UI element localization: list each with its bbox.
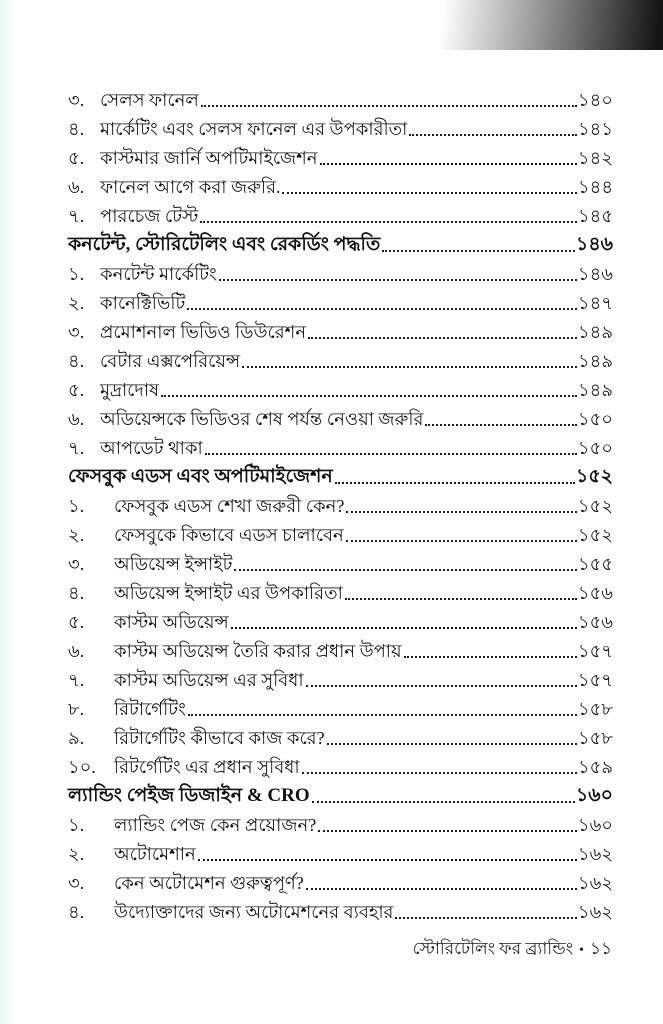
toc-entry-number: ১. xyxy=(68,264,85,284)
toc-entry-number: ৪. xyxy=(68,583,85,603)
toc-list xyxy=(68,84,613,925)
toc-entry-title: কাস্টম অডিয়েন্স এর সুবিধা xyxy=(114,670,304,690)
toc-page-number: ১৫৫ xyxy=(577,554,613,574)
toc-entry-title: অটোমেশান xyxy=(114,844,196,864)
toc-entry-title: মুদ্রাদোষ xyxy=(100,380,160,400)
toc-page-number: ১৫৮ xyxy=(577,699,613,719)
toc-entry xyxy=(68,635,613,664)
toc-entry-number: ৫. xyxy=(68,380,85,400)
toc-entry xyxy=(68,374,613,403)
toc-entry-number: ৫. xyxy=(68,612,85,632)
toc-entry-number: ৬. xyxy=(68,177,85,197)
dotted-leader xyxy=(242,366,577,368)
page-footer xyxy=(413,936,612,964)
toc-entry xyxy=(68,200,613,229)
toc-entry xyxy=(68,113,613,142)
toc-entry-number: ১. xyxy=(68,815,85,835)
toc-page-number: ১৫২ xyxy=(575,466,613,487)
toc-entry xyxy=(68,258,613,287)
toc-entry-title: কেন অটোমেশন গুরুত্বপূর্ণ? xyxy=(114,873,304,893)
toc-entry-number: ২. xyxy=(68,525,85,545)
dotted-leader xyxy=(161,395,577,397)
footer-page-number: ১১ xyxy=(589,939,612,958)
dotted-leader xyxy=(198,859,577,861)
toc-entry xyxy=(68,287,613,316)
toc-entry-title: কনটেন্ট মার্কেটিং xyxy=(100,264,217,284)
dotted-leader xyxy=(302,772,577,774)
dotted-leader xyxy=(327,743,577,745)
dotted-leader xyxy=(335,482,575,484)
toc-entry-title: অডিয়েন্স ইন্সাইট এর উপকারিতা xyxy=(114,583,343,603)
dotted-leader xyxy=(219,279,577,281)
toc-entry xyxy=(68,142,613,171)
dotted-leader xyxy=(320,163,577,165)
toc-page-number: ১৪২ xyxy=(577,148,613,168)
toc-entry xyxy=(68,722,613,751)
dotted-leader xyxy=(306,888,577,890)
toc-section-header xyxy=(68,229,613,258)
toc-page-number: ১৪৬ xyxy=(577,264,613,284)
toc-page-number: ১৫২ xyxy=(577,525,613,545)
toc-entry-title: কাস্টম অডিয়েন্স তৈরি করার প্রধান উপায় xyxy=(114,641,402,661)
toc-entry-number: ৬. xyxy=(68,641,85,661)
toc-page-number: ১৪৪ xyxy=(577,177,613,197)
toc-page-number: ১৬০ xyxy=(577,815,613,835)
dotted-leader xyxy=(201,105,577,107)
dotted-leader xyxy=(200,221,577,223)
toc-page-number: ১৫৬ xyxy=(577,583,613,603)
toc-page-number: ১৪৬ xyxy=(575,234,613,255)
toc-entry xyxy=(68,838,613,867)
toc-entry xyxy=(68,490,613,519)
toc-entry-title: ফানেল আগে করা জরুরি. xyxy=(100,177,281,197)
dotted-leader xyxy=(346,511,577,513)
toc-entry-title: ফেসবুকে কিভাবে এডস চালাবেন xyxy=(114,525,344,545)
toc-entry-number: ২. xyxy=(68,293,85,313)
toc-page-number: ১৫৬ xyxy=(577,612,613,632)
toc-page-number: ১৬২ xyxy=(577,844,613,864)
toc-entry-title: ফেসবুক এডস শেখা জরুরী কেন? xyxy=(114,496,345,516)
dotted-leader xyxy=(395,917,576,919)
toc-section-title: ফেসবুক এডস এবং অপটিমাইজেশন xyxy=(68,466,333,487)
toc-entry-title: অডিয়েন্সকে ভিডিওর শেষ পর্যন্ত নেওয়া জরুরি xyxy=(100,409,424,429)
toc-entry-title: রিটার্গেটিং xyxy=(114,699,186,719)
dotted-leader xyxy=(187,308,577,310)
toc-page-number: ১৪১ xyxy=(577,119,613,139)
toc-page-number: ১৫৮ xyxy=(577,728,613,748)
toc-page-number: ১৬২ xyxy=(577,873,613,893)
bullet-separator-icon: • xyxy=(579,943,584,958)
dotted-leader xyxy=(282,192,576,194)
toc-entry xyxy=(68,664,613,693)
toc-entry-title: আপডেট থাকা xyxy=(100,438,203,458)
toc-entry-title: মার্কেটিং এবং সেলস ফানেল এর উপকারীতা xyxy=(100,119,408,139)
dotted-leader xyxy=(188,714,577,716)
toc-entry xyxy=(68,345,613,374)
toc-entry xyxy=(68,577,613,606)
dotted-leader xyxy=(346,540,577,542)
toc-entry-number: ৫. xyxy=(68,148,85,168)
toc-section xyxy=(68,229,613,461)
toc-page-number: ১৪৯ xyxy=(577,322,613,342)
toc-page-number: ১৫০ xyxy=(577,438,613,458)
toc-entry-title: সেলস ফানেল xyxy=(100,90,199,110)
toc-entry-number: ৩. xyxy=(68,554,85,574)
dotted-leader xyxy=(306,685,577,687)
toc-page-number: ১৫২ xyxy=(577,496,613,516)
toc-entry xyxy=(68,896,613,925)
dotted-leader xyxy=(425,424,577,426)
dotted-leader xyxy=(382,250,575,252)
toc-page-number: ১৪৯ xyxy=(577,351,613,371)
toc-entry xyxy=(68,84,613,113)
toc-entry xyxy=(68,171,613,200)
toc-entry-title: রিটার্গেটিং কীভাবে কাজ করে? xyxy=(114,728,325,748)
dotted-leader xyxy=(318,830,577,832)
toc-page-number: ১৪৯ xyxy=(577,380,613,400)
dotted-leader xyxy=(205,453,577,455)
toc-entry-number: ১. xyxy=(68,496,85,516)
toc-section-title: কনটেন্ট, স্টোরিটেলিং এবং রেকর্ডিং পদ্ধতি xyxy=(68,234,381,255)
toc-page-number: ১৫৭ xyxy=(577,670,613,690)
toc-entry-number: ১০. xyxy=(68,757,96,777)
toc-entry xyxy=(68,809,613,838)
toc-entry xyxy=(68,519,613,548)
dotted-leader xyxy=(345,598,577,600)
toc-section xyxy=(68,84,613,229)
toc-entry xyxy=(68,432,613,461)
toc-entry-number: ২. xyxy=(68,844,85,864)
toc-page-number: ১৬০ xyxy=(575,785,613,806)
toc-entry-number: ৩. xyxy=(68,322,85,342)
toc-entry-number: ৪. xyxy=(68,119,85,139)
toc-entry xyxy=(68,548,613,577)
toc-page-number: ১৫৯ xyxy=(577,757,613,777)
dotted-leader xyxy=(234,569,577,571)
toc-entry-number: ৭. xyxy=(68,438,85,458)
toc-entry-title: কানেক্টিভিটি xyxy=(100,293,186,313)
toc-section xyxy=(68,780,613,925)
toc-entry xyxy=(68,403,613,432)
toc-entry-number: ৪. xyxy=(68,351,85,371)
toc-entry-number: ৯. xyxy=(68,728,85,748)
toc-page-number: ১৫০ xyxy=(577,409,613,429)
dotted-leader xyxy=(231,627,577,629)
toc-entry-number: ৭. xyxy=(68,206,85,226)
toc-section-header xyxy=(68,780,613,809)
toc-entry-number: ৩. xyxy=(68,90,85,110)
toc-entry-title: রিটর্গেটিং এর প্রধান সুবিধা xyxy=(114,757,300,777)
toc-entry-title: কাস্টম অডিয়েন্স xyxy=(114,612,229,632)
dotted-leader xyxy=(308,337,577,339)
dotted-leader xyxy=(409,134,577,136)
toc-entry-title: বেটার এক্সপেরিয়েন্স xyxy=(100,351,241,371)
toc-entry-title: ল্যান্ডিং পেজ কেন প্রয়োজন? xyxy=(114,815,317,835)
toc-entry-title: কাস্টমার জার্নি অপটিমাইজেশন xyxy=(100,148,318,168)
toc-page-number: ১৫৭ xyxy=(577,641,613,661)
toc-entry-number: ৭. xyxy=(68,670,85,690)
toc-entry xyxy=(68,606,613,635)
toc-entry-number: ৮. xyxy=(68,699,85,719)
footer-book-title: স্টোরিটেলিং ফর ব্র্যান্ডিং xyxy=(412,939,574,958)
toc-entry-number: ৬. xyxy=(68,409,85,429)
toc-entry xyxy=(68,867,613,896)
toc-entry xyxy=(68,316,613,345)
toc-section-header xyxy=(68,461,613,490)
page-left-edge-gradient xyxy=(0,0,18,1024)
toc-page-number: ১৬২ xyxy=(577,902,613,922)
toc-page-number: ১৪৫ xyxy=(577,206,613,226)
corner-shadow-gradient xyxy=(439,0,663,50)
dotted-leader xyxy=(312,801,575,803)
toc-section xyxy=(68,461,613,780)
toc-section-title: ল্যান্ডিং পেইজ ডিজাইন & CRO xyxy=(68,785,310,806)
toc-entry-number: ৪. xyxy=(68,902,85,922)
toc-entry-title: অডিয়েন্স ইন্সাইট xyxy=(114,554,233,574)
toc-entry-title: প্রমোশনাল ভিডিও ডিউরেশন xyxy=(100,322,307,342)
toc-entry xyxy=(68,693,613,722)
toc-entry-number: ৩. xyxy=(68,873,85,893)
toc-page-number: ১৪৭ xyxy=(577,293,613,313)
dotted-leader xyxy=(404,656,577,658)
toc-entry xyxy=(68,751,613,780)
toc-entry-title: উদ্যোক্তাদের জন্য অটোমেশনের ব্যবহার xyxy=(114,902,394,922)
toc-entry-title: পারচেজ টেস্ট xyxy=(100,206,199,226)
toc-page-number: ১৪০ xyxy=(577,90,613,110)
